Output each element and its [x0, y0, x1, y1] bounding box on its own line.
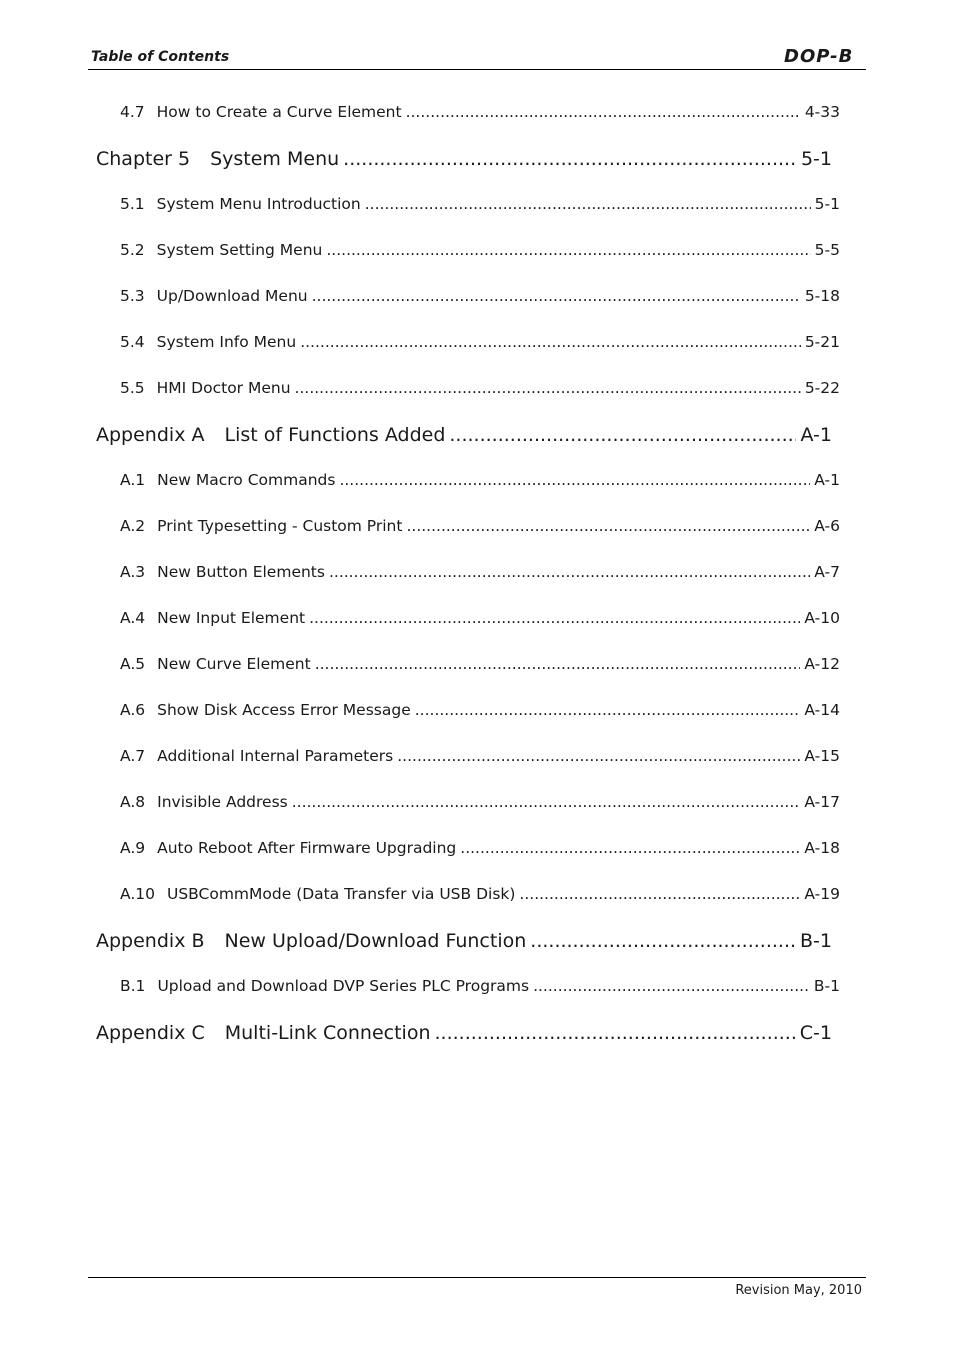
toc-number: A.1: [120, 471, 146, 489]
toc-leader-dots: [329, 563, 810, 581]
toc-number: Chapter 5: [96, 148, 191, 170]
toc-page-number: 5-5: [814, 241, 840, 259]
toc-page-number: A-14: [804, 701, 840, 719]
toc-page-number: A-1: [800, 424, 832, 446]
toc-page-number: 5-1: [800, 148, 832, 170]
toc-entry[interactable]: [0, 333, 954, 351]
toc-entry[interactable]: [0, 287, 954, 305]
toc-leader-dots: [292, 793, 801, 811]
toc-number: A.2: [120, 517, 146, 535]
toc-leader-dots: [343, 148, 797, 170]
toc-entry[interactable]: [0, 930, 954, 952]
toc-entry[interactable]: [0, 977, 954, 995]
toc-number: 5.4: [120, 333, 145, 351]
toc-title: System Info Menu: [156, 333, 297, 351]
toc-leader-dots: [435, 1022, 796, 1044]
product-logo: DOP-B: [784, 46, 854, 67]
toc-page-number: A-15: [804, 747, 840, 765]
toc-title: Multi-Link Connection: [224, 1022, 431, 1044]
toc-leader-dots: [449, 424, 796, 446]
toc-title: Up/Download Menu: [156, 287, 308, 305]
toc-leader-dots: [406, 517, 810, 535]
toc-leader-dots: [460, 839, 800, 857]
toc-leader-dots: [300, 333, 801, 351]
toc-number: A.7: [120, 747, 146, 765]
toc-title: List of Functions Added: [224, 424, 446, 446]
toc-title: Upload and Download DVP Series PLC Programs: [157, 977, 530, 995]
toc-page-number: A-1: [814, 471, 840, 489]
toc-leader-dots: [415, 701, 801, 719]
toc-leader-dots: [312, 287, 801, 305]
toc-page-number: A-10: [804, 609, 840, 627]
toc-title: HMI Doctor Menu: [156, 379, 291, 397]
toc-entry[interactable]: [0, 609, 954, 627]
toc-page-number: B-1: [813, 977, 840, 995]
toc-page-number: 5-21: [804, 333, 840, 351]
toc-title: New Curve Element: [157, 655, 311, 673]
header-title: Table of Contents: [91, 49, 230, 65]
toc-title: New Input Element: [157, 609, 306, 627]
toc-number: A.3: [120, 563, 146, 581]
toc-leader-dots: [326, 241, 810, 259]
toc-entry[interactable]: [0, 241, 954, 259]
footer-divider: [88, 1277, 866, 1278]
revision-date: Revision May, 2010: [735, 1283, 862, 1298]
toc-entry[interactable]: [0, 701, 954, 719]
toc-number: 4.7: [120, 103, 145, 121]
toc-leader-dots: [339, 471, 810, 489]
toc-leader-dots: [530, 930, 796, 952]
toc-number: A.6: [120, 701, 146, 719]
toc-entry[interactable]: [0, 148, 954, 170]
toc-title: Print Typesetting - Custom Print: [157, 517, 403, 535]
toc-title: Auto Reboot After Firmware Upgrading: [157, 839, 457, 857]
toc-title: System Menu Introduction: [156, 195, 361, 213]
toc-title: Additional Internal Parameters: [157, 747, 394, 765]
toc-entry[interactable]: [0, 103, 954, 121]
toc-title: New Macro Commands: [157, 471, 336, 489]
toc-page-number: 4-33: [804, 103, 840, 121]
toc-entry[interactable]: [0, 517, 954, 535]
toc-title: How to Create a Curve Element: [156, 103, 402, 121]
toc-title: New Button Elements: [157, 563, 325, 581]
toc-number: A.4: [120, 609, 146, 627]
toc-number: A.8: [120, 793, 146, 811]
toc-number: Appendix C: [96, 1022, 205, 1044]
toc-entry[interactable]: [0, 379, 954, 397]
toc-entry[interactable]: [0, 1022, 954, 1044]
toc-title: Show Disk Access Error Message: [157, 701, 411, 719]
toc-page-number: A-6: [814, 517, 840, 535]
toc-leader-dots: [365, 195, 811, 213]
toc-leader-dots: [397, 747, 800, 765]
toc-number: B.1: [120, 977, 146, 995]
toc-entry[interactable]: [0, 471, 954, 489]
toc-page-number: C-1: [799, 1022, 832, 1044]
toc-entry[interactable]: [0, 839, 954, 857]
toc-page-number: A-12: [804, 655, 840, 673]
toc-entry[interactable]: [0, 885, 954, 903]
toc-page-number: 5-1: [814, 195, 840, 213]
toc-entry[interactable]: [0, 747, 954, 765]
toc-leader-dots: [406, 103, 801, 121]
toc-title: Invisible Address: [157, 793, 288, 811]
toc-entry[interactable]: [0, 563, 954, 581]
toc-page-number: A-7: [814, 563, 840, 581]
toc-title: System Setting Menu: [156, 241, 323, 259]
toc-page-number: A-19: [804, 885, 840, 903]
toc-title: USBCommMode (Data Transfer via USB Disk): [166, 885, 516, 903]
toc-leader-dots: [315, 655, 801, 673]
toc-page-number: A-17: [804, 793, 840, 811]
toc-leader-dots: [533, 977, 810, 995]
toc-leader-dots: [295, 379, 801, 397]
toc-title: New Upload/Download Function: [224, 930, 527, 952]
toc-leader-dots: [519, 885, 800, 903]
toc-entry[interactable]: [0, 655, 954, 673]
toc-leader-dots: [309, 609, 800, 627]
toc-entry[interactable]: [0, 424, 954, 446]
toc-number: Appendix B: [96, 930, 205, 952]
toc-page-number: 5-22: [804, 379, 840, 397]
toc-page-number: 5-18: [804, 287, 840, 305]
toc-number: 5.2: [120, 241, 145, 259]
toc-number: 5.5: [120, 379, 145, 397]
toc-number: A.10: [120, 885, 155, 903]
toc-title: System Menu: [210, 148, 340, 170]
toc-page-number: B-1: [800, 930, 832, 952]
toc-number: Appendix A: [96, 424, 205, 446]
toc-number: 5.3: [120, 287, 145, 305]
toc-number: 5.1: [120, 195, 145, 213]
header-divider: [88, 69, 866, 70]
toc-entry[interactable]: [0, 793, 954, 811]
toc-number: A.9: [120, 839, 146, 857]
toc-number: A.5: [120, 655, 146, 673]
toc-page-number: A-18: [804, 839, 840, 857]
toc-entry[interactable]: [0, 195, 954, 213]
